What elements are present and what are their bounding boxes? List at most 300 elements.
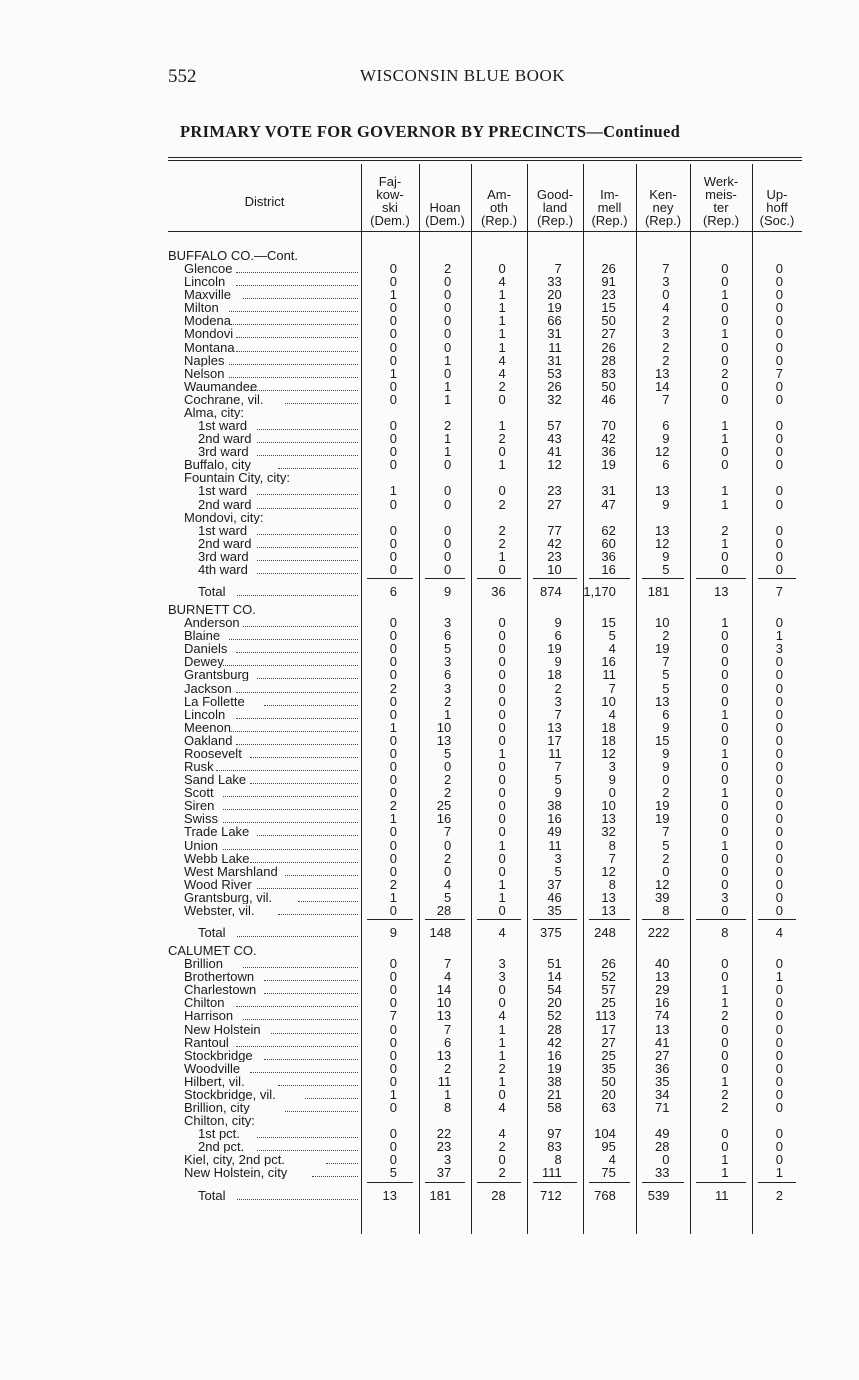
- vote-cell-immell: 26: [601, 956, 616, 972]
- vote-cell-kenney: 5: [662, 680, 670, 696]
- district-name: 1st ward: [198, 484, 248, 498]
- vote-cell-fajkowski: 0: [389, 1073, 397, 1089]
- vote-cell-hoan: 3: [444, 615, 452, 631]
- vote-cell-werkmeister: 0: [721, 798, 729, 814]
- vote-cell-hoan: 5: [444, 745, 452, 761]
- vote-cell-immell: 4: [608, 1152, 616, 1168]
- district-name: Charlestown: [184, 983, 257, 997]
- vote-cell-fajkowski: 1: [389, 719, 397, 735]
- vote-cell-fajkowski: 0: [389, 548, 397, 564]
- vote-cell-amoth: 0: [498, 628, 506, 644]
- district-name: 2nd ward: [198, 536, 252, 550]
- vote-cell-amoth: 0: [498, 391, 506, 407]
- vote-cell-hoan: 10: [436, 995, 452, 1011]
- vote-cell-werkmeister: 0: [721, 1126, 729, 1142]
- vote-cell-kenney: 7: [662, 391, 670, 407]
- district-name: 3rd ward: [198, 549, 249, 563]
- vote-cell-fajkowski: 0: [389, 378, 397, 394]
- vote-cell-uphoff: 0: [775, 300, 783, 316]
- vote-cell-hoan: 6: [444, 1034, 452, 1050]
- vote-cell-amoth: 0: [498, 863, 506, 879]
- vote-cell-kenney: 74: [655, 1008, 670, 1024]
- vote-cell-immell: 9: [608, 772, 616, 788]
- district-name: CALUMET CO.: [168, 944, 257, 958]
- district-name: Waumandee: [184, 379, 258, 393]
- column-header-werkmeister: [690, 175, 752, 227]
- vote-cell-werkmeister: 1: [721, 535, 729, 551]
- vote-cell-werkmeister: 0: [721, 811, 729, 827]
- district-name: Sand Lake: [184, 773, 247, 787]
- vote-cell-werkmeister: 0: [721, 1021, 729, 1037]
- column-header-line: Faj-: [378, 174, 402, 189]
- vote-cell-werkmeister: 0: [721, 772, 729, 788]
- dot-leader: [250, 1072, 358, 1073]
- district-name: Webster, vil.: [184, 903, 255, 917]
- district-name: Glencoe: [184, 262, 233, 276]
- vote-cell-werkmeister: 0: [721, 391, 729, 407]
- dot-leader: [229, 639, 358, 640]
- vote-cell-werkmeister: 1: [721, 1073, 729, 1089]
- column-header-line: meis-: [705, 187, 737, 202]
- vote-cell-fajkowski: 0: [389, 457, 397, 473]
- vote-cell-werkmeister: 0: [721, 628, 729, 644]
- vote-cell-uphoff: 0: [775, 719, 783, 735]
- vote-cell-kenney: 19: [655, 641, 670, 657]
- page-number: 552: [168, 66, 197, 87]
- district-name: Swiss: [184, 812, 218, 826]
- vote-cell-amoth: 2: [498, 535, 506, 551]
- vote-cell-fajkowski: 0: [389, 654, 397, 670]
- vote-cell-kenney: 9: [662, 719, 670, 735]
- table-row: [0, 1101, 859, 1114]
- vote-cell-goodland: 17: [547, 732, 562, 748]
- vote-cell-goodland: 31: [547, 326, 562, 342]
- table-row: [0, 563, 859, 576]
- vote-cell-fajkowski: 0: [389, 956, 397, 972]
- column-header-line: mell: [597, 200, 622, 215]
- vote-cell-hoan: 5: [444, 889, 452, 905]
- district-name: Oakland: [184, 733, 233, 747]
- vote-cell-kenney: 6: [662, 418, 670, 434]
- vote-cell-kenney: 9: [662, 431, 670, 447]
- vote-cell-immell: 15: [601, 300, 616, 316]
- dot-leader: [285, 875, 358, 876]
- vote-cell-goodland: 57: [547, 418, 562, 434]
- vote-cell-goodland: 23: [547, 548, 562, 564]
- vote-cell-fajkowski: 0: [389, 561, 397, 577]
- table-row: [0, 380, 859, 393]
- vote-cell-goodland: 37: [547, 876, 562, 892]
- vote-cell-kenney: 33: [655, 1165, 670, 1181]
- vote-cell-immell: 8: [608, 837, 616, 853]
- vote-cell-immell: 75: [601, 1165, 616, 1181]
- vote-cell-immell: 0: [608, 785, 616, 801]
- vote-cell-hoan: 0: [444, 274, 452, 290]
- district-name: Daniels: [184, 642, 228, 656]
- vote-cell-kenney: 181: [647, 584, 670, 599]
- district-name: La Follette: [184, 694, 245, 708]
- vote-cell-immell: 20: [601, 1086, 616, 1102]
- vote-cell-goodland: 33: [547, 274, 562, 290]
- vote-cell-immell: 5: [608, 628, 616, 644]
- district-name: Mondovi: [184, 327, 234, 341]
- vote-cell-uphoff: 0: [775, 1152, 783, 1168]
- vote-cell-immell: 18: [601, 732, 616, 748]
- total-row: [0, 926, 859, 939]
- column-header-hoan: [419, 201, 471, 227]
- vote-cell-werkmeister: 3: [721, 889, 729, 905]
- vote-cell-kenney: 40: [655, 956, 670, 972]
- vote-cell-immell: 13: [601, 811, 616, 827]
- vote-cell-goodland: 10: [547, 561, 562, 577]
- table-row: [0, 537, 859, 550]
- vote-cell-fajkowski: 7: [389, 1008, 397, 1024]
- vote-cell-fajkowski: 1: [389, 889, 397, 905]
- vote-cell-immell: 25: [601, 995, 616, 1011]
- dot-leader: [223, 796, 359, 797]
- table-row: [0, 301, 859, 314]
- vote-cell-werkmeister: 0: [721, 850, 729, 866]
- vote-cell-hoan: 37: [436, 1165, 452, 1181]
- table-row: [0, 682, 859, 695]
- district-name: Union: [184, 838, 218, 852]
- vote-cell-fajkowski: 0: [389, 837, 397, 853]
- dot-leader: [223, 822, 359, 823]
- vote-cell-amoth: 1: [498, 313, 506, 329]
- district-name: 4th ward: [198, 562, 248, 576]
- vote-cell-fajkowski: 0: [389, 1021, 397, 1037]
- vote-cell-fajkowski: 6: [389, 584, 397, 599]
- district-name: 3rd ward: [198, 445, 249, 459]
- vote-cell-uphoff: 0: [775, 261, 783, 277]
- vote-cell-werkmeister: 0: [721, 680, 729, 696]
- vote-cell-kenney: 5: [662, 561, 670, 577]
- vote-cell-fajkowski: 1: [389, 811, 397, 827]
- table-row: [0, 747, 859, 760]
- dot-leader: [257, 1137, 358, 1138]
- vote-cell-immell: 4: [608, 706, 616, 722]
- dot-leader: [223, 809, 359, 810]
- vote-cell-goodland: 51: [547, 956, 562, 972]
- vote-cell-uphoff: 0: [775, 287, 783, 303]
- vote-cell-goodland: 21: [547, 1086, 562, 1102]
- vote-cell-fajkowski: 1: [389, 483, 397, 499]
- vote-cell-fajkowski: 1: [389, 287, 397, 303]
- vote-cell-amoth: 1: [498, 745, 506, 761]
- dot-leader: [278, 914, 358, 915]
- dot-leader: [264, 993, 358, 994]
- vote-cell-werkmeister: 2: [721, 1100, 729, 1116]
- vote-cell-kenney: 35: [655, 1073, 670, 1089]
- vote-cell-werkmeister: 0: [721, 732, 729, 748]
- vote-cell-werkmeister: 8: [721, 925, 729, 940]
- vote-cell-goodland: 49: [547, 824, 562, 840]
- vote-cell-fajkowski: 0: [389, 391, 397, 407]
- vote-cell-goodland: 41: [547, 444, 562, 460]
- vote-cell-kenney: 10: [655, 615, 670, 631]
- vote-cell-kenney: 222: [647, 925, 670, 940]
- vote-cell-goodland: 7: [554, 706, 562, 722]
- column-header-immell: [583, 188, 636, 227]
- vote-cell-uphoff: 0: [775, 745, 783, 761]
- vote-cell-amoth: 1: [498, 889, 506, 905]
- vote-cell-fajkowski: 0: [389, 496, 397, 512]
- table-row: [0, 1009, 859, 1022]
- vote-cell-uphoff: 0: [775, 313, 783, 329]
- vote-cell-uphoff: 0: [775, 811, 783, 827]
- vote-cell-immell: 26: [601, 261, 616, 277]
- vote-cell-kenney: 0: [662, 287, 670, 303]
- vote-cell-amoth: 1: [498, 418, 506, 434]
- total-rule: [696, 919, 746, 920]
- total-rule: [477, 919, 521, 920]
- vote-cell-werkmeister: 2: [721, 1086, 729, 1102]
- vote-cell-immell: 11: [602, 667, 616, 683]
- vote-cell-werkmeister: 0: [721, 352, 729, 368]
- vote-cell-goodland: 9: [554, 615, 562, 631]
- vote-cell-kenney: 71: [655, 1100, 670, 1116]
- district-name: Lincoln: [184, 707, 226, 721]
- dot-leader: [257, 547, 358, 548]
- vote-cell-kenney: 19: [655, 798, 670, 814]
- dot-leader: [257, 888, 358, 889]
- subheading-row: [0, 471, 859, 484]
- vote-cell-immell: 36: [601, 444, 616, 460]
- vote-cell-amoth: 0: [498, 798, 506, 814]
- vote-cell-werkmeister: 1: [721, 431, 729, 447]
- vote-cell-goodland: 18: [547, 667, 562, 683]
- vote-cell-kenney: 15: [655, 732, 670, 748]
- vote-cell-immell: 3: [608, 759, 616, 775]
- dot-leader: [223, 665, 359, 666]
- vote-cell-immell: 35: [601, 1060, 616, 1076]
- vote-cell-hoan: 23: [436, 1139, 452, 1155]
- table-row: [0, 825, 859, 838]
- dot-leader: [257, 494, 358, 495]
- vote-cell-kenney: 2: [662, 313, 670, 329]
- vote-cell-amoth: 1: [498, 287, 506, 303]
- district-name: Mondovi, city:: [184, 510, 264, 524]
- vote-cell-kenney: 7: [662, 654, 670, 670]
- vote-cell-immell: 50: [601, 378, 616, 394]
- vote-cell-amoth: 1: [498, 1021, 506, 1037]
- vote-cell-amoth: 2: [498, 1060, 506, 1076]
- vote-cell-werkmeister: 1: [721, 326, 729, 342]
- vote-cell-kenney: 13: [655, 969, 670, 985]
- vote-cell-fajkowski: 0: [389, 850, 397, 866]
- vote-cell-amoth: 0: [498, 706, 506, 722]
- vote-cell-werkmeister: 1: [721, 615, 729, 631]
- vote-cell-goodland: 20: [547, 995, 562, 1011]
- vote-cell-fajkowski: 0: [389, 667, 397, 683]
- total-rule: [425, 1182, 465, 1183]
- total-row: [0, 1189, 859, 1202]
- vote-cell-immell: 113: [595, 1008, 616, 1024]
- district-name: Blaine: [184, 629, 221, 643]
- vote-cell-uphoff: 0: [775, 326, 783, 342]
- district-name: Lincoln: [184, 275, 226, 289]
- table-row: [0, 904, 859, 917]
- vote-cell-goodland: 12: [547, 457, 562, 473]
- dot-leader: [285, 1111, 358, 1112]
- vote-cell-kenney: 19: [655, 811, 670, 827]
- vote-cell-goodland: 11: [548, 339, 562, 355]
- table-row: [0, 655, 859, 668]
- vote-cell-goodland: 83: [547, 1139, 562, 1155]
- vote-cell-amoth: 4: [498, 365, 506, 381]
- vote-cell-fajkowski: 0: [389, 693, 397, 709]
- vote-cell-uphoff: 0: [775, 693, 783, 709]
- vote-cell-hoan: 25: [436, 798, 452, 814]
- vote-cell-fajkowski: 0: [389, 1152, 397, 1168]
- vote-cell-werkmeister: 1: [721, 483, 729, 499]
- table-row: [0, 629, 859, 642]
- vote-cell-fajkowski: 0: [389, 352, 397, 368]
- total-rule: [425, 578, 465, 579]
- table-row: [0, 550, 859, 563]
- dot-leader: [236, 1046, 358, 1047]
- column-header-line: District: [244, 194, 285, 209]
- vote-cell-immell: 57: [601, 982, 616, 998]
- vote-cell-goodland: 712: [540, 1187, 562, 1203]
- total-row: [0, 585, 859, 598]
- district-name: Rusk: [184, 760, 214, 774]
- vote-cell-goodland: 16: [547, 811, 562, 827]
- vote-cell-uphoff: 1: [775, 1165, 783, 1181]
- vote-cell-amoth: 0: [498, 680, 506, 696]
- vote-cell-immell: 26: [601, 339, 616, 355]
- vote-cell-goodland: 38: [547, 1073, 562, 1089]
- vote-cell-amoth: 0: [498, 1086, 506, 1102]
- column-header-line: (Rep.): [591, 213, 628, 228]
- vote-cell-immell: 52: [601, 969, 616, 985]
- vote-cell-goodland: 54: [547, 982, 562, 998]
- vote-cell-hoan: 0: [444, 535, 452, 551]
- vote-cell-werkmeister: 1: [721, 706, 729, 722]
- vote-cell-werkmeister: 0: [721, 654, 729, 670]
- vote-cell-kenney: 6: [662, 457, 670, 473]
- column-header-line: Up-: [766, 187, 788, 202]
- column-header-line: Im-: [600, 187, 619, 202]
- vote-cell-kenney: 2: [662, 628, 670, 644]
- vote-cell-amoth: 4: [498, 1126, 506, 1142]
- vote-cell-hoan: 7: [444, 956, 452, 972]
- district-name: Naples: [184, 353, 225, 367]
- vote-cell-werkmeister: 1: [721, 785, 729, 801]
- table-row: [0, 773, 859, 786]
- vote-cell-goodland: 42: [547, 535, 562, 551]
- total-rule: [589, 1182, 630, 1183]
- column-header-line: oth: [489, 200, 509, 215]
- table-row: [0, 1166, 859, 1179]
- vote-cell-hoan: 0: [444, 548, 452, 564]
- vote-cell-werkmeister: 1: [721, 837, 729, 853]
- vote-cell-immell: 83: [601, 365, 616, 381]
- vote-cell-goodland: 27: [547, 496, 562, 512]
- vote-cell-fajkowski: 0: [389, 995, 397, 1011]
- vote-cell-uphoff: 0: [775, 667, 783, 683]
- vote-cell-goodland: 52: [547, 1008, 562, 1024]
- dot-leader: [257, 678, 358, 679]
- vote-cell-immell: 248: [594, 925, 616, 940]
- table-row: [0, 878, 859, 891]
- vote-cell-immell: 50: [601, 313, 616, 329]
- district-name: West Marshland: [184, 864, 278, 878]
- vote-cell-immell: 8: [608, 876, 616, 892]
- vote-cell-hoan: 7: [444, 824, 452, 840]
- district-name: Roosevelt: [184, 746, 242, 760]
- dot-leader: [257, 573, 358, 574]
- table-row: [0, 262, 859, 275]
- subheading-row: [0, 511, 859, 524]
- dot-leader: [236, 1006, 358, 1007]
- vote-cell-werkmeister: 1: [721, 982, 729, 998]
- vote-cell-immell: 19: [601, 457, 616, 473]
- vote-cell-werkmeister: 2: [721, 1008, 729, 1024]
- column-header-line: ney: [652, 200, 674, 215]
- top-rule: [168, 157, 802, 158]
- vote-cell-werkmeister: 0: [721, 1034, 729, 1050]
- vote-cell-uphoff: 0: [775, 1021, 783, 1037]
- dot-leader: [298, 901, 358, 902]
- table-row: [0, 695, 859, 708]
- total-rule: [367, 1182, 413, 1183]
- vote-cell-amoth: 0: [498, 982, 506, 998]
- dot-leader: [250, 783, 358, 784]
- vote-cell-goodland: 9: [554, 654, 562, 670]
- district-name: Scott: [184, 786, 214, 800]
- vote-cell-goodland: 23: [547, 483, 562, 499]
- vote-cell-hoan: 2: [444, 418, 452, 434]
- dot-leader: [257, 1150, 358, 1151]
- vote-cell-immell: 28: [601, 352, 616, 368]
- vote-cell-uphoff: 4: [775, 925, 783, 940]
- dot-leader: [229, 377, 358, 378]
- table-row: [0, 1049, 859, 1062]
- vote-cell-amoth: 4: [498, 1100, 506, 1116]
- vote-cell-fajkowski: 0: [389, 522, 397, 538]
- vote-cell-uphoff: 0: [775, 339, 783, 355]
- district-name: BURNETT CO.: [168, 603, 256, 617]
- district-name: Grantsburg: [184, 668, 250, 682]
- vote-cell-hoan: 0: [444, 287, 452, 303]
- district-name: Total: [198, 585, 226, 598]
- vote-cell-hoan: 1: [444, 1086, 452, 1102]
- vote-cell-kenney: 27: [655, 1047, 670, 1063]
- vote-cell-hoan: 9: [444, 584, 452, 599]
- table-row: [0, 432, 859, 445]
- district-name: 1st ward: [198, 419, 248, 433]
- district-name: New Holstein: [184, 1022, 261, 1036]
- vote-cell-hoan: 0: [444, 313, 452, 329]
- vote-cell-hoan: 1: [444, 444, 452, 460]
- vote-cell-immell: 7: [608, 680, 616, 696]
- vote-cell-amoth: 2: [498, 522, 506, 538]
- county-heading: [0, 603, 859, 616]
- vote-cell-amoth: 0: [498, 824, 506, 840]
- dot-leader: [216, 770, 358, 771]
- column-header-goodland: [527, 188, 583, 227]
- column-header-line: (Rep.): [480, 213, 518, 228]
- vote-cell-uphoff: 0: [775, 1086, 783, 1102]
- vote-cell-immell: 32: [601, 824, 616, 840]
- total-rule: [642, 1182, 684, 1183]
- vote-cell-werkmeister: 13: [713, 584, 729, 599]
- vote-cell-goodland: 13: [547, 719, 562, 735]
- vote-cell-amoth: 0: [498, 902, 506, 918]
- vote-cell-fajkowski: 5: [389, 1165, 397, 1181]
- total-rule: [696, 578, 746, 579]
